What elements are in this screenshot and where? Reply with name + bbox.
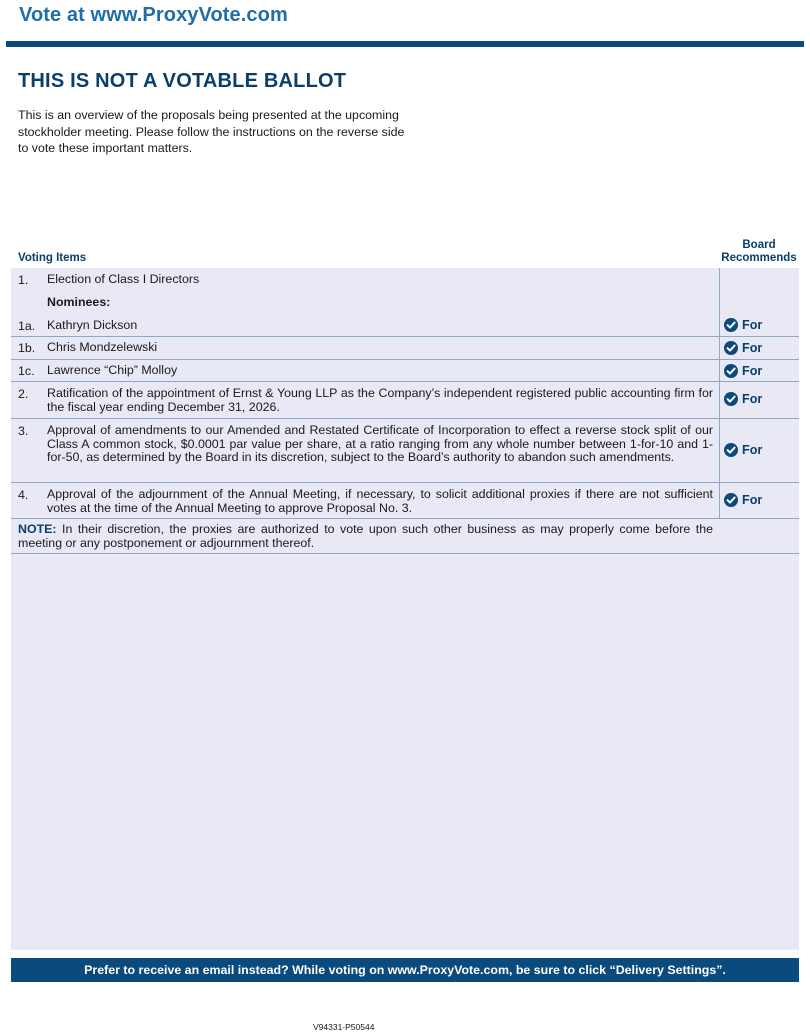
note-paragraph	[18, 523, 713, 550]
recommendation	[724, 493, 762, 507]
footer-banner	[11, 958, 799, 982]
nominee-name: Chris Mondzelewski	[47, 340, 158, 354]
recommendation-label: For	[742, 341, 763, 355]
column-header-board-recommends	[718, 239, 800, 265]
check-circle-icon	[724, 318, 738, 332]
recommendation-cell	[719, 337, 800, 359]
recommendation-label: For	[742, 318, 763, 332]
item-text: Approval of the adjournment of the Annual Meeting, if necessary, to solicit additional proxies if there are not sufficient votes at the time of the Annual Meeting to approve Proposal No. 3.	[47, 487, 713, 515]
table-row-1c	[11, 360, 799, 382]
item-number: 2.	[18, 387, 29, 401]
document-code: V94331-P50544	[313, 1022, 375, 1032]
item-number: 1.	[18, 273, 29, 287]
table-row-1	[11, 268, 799, 336]
recommendation	[724, 318, 762, 332]
item-number: 1c.	[18, 364, 35, 378]
board-label: Board	[742, 239, 776, 251]
check-circle-icon	[724, 392, 738, 406]
intro-paragraph: This is an overview of the proposals being presented at the upcoming stockholder meeting. Please follow the instructions on the reverse side to vote these important matters.	[18, 108, 405, 155]
recommendation-label: For	[742, 364, 763, 378]
recommends-label: Recommends	[721, 252, 797, 264]
item-text: Election of Class I Directors	[47, 272, 200, 286]
item-text: Approval of amendments to our Amended and Restated Certificate of Incorporation to effect a reverse stock split of our Class A common stock, $0.0001 par value per share, at a ratio ranging from any whole number between 1-for-10 and 1-for-50, as determined by the Board in its discretion, subject to the Board’s authority to abandon such amendments.	[47, 423, 713, 465]
item-text: Ratification of the appointment of Ernst & Young LLP as the Company’s independent registered public accounting firm for the fiscal year ending December 31, 2026.	[47, 386, 713, 414]
recommendation-cell	[719, 419, 800, 482]
table-row-3	[11, 419, 799, 482]
recommendation-cell	[719, 268, 800, 336]
item-number: 4.	[18, 488, 29, 502]
recommendation-label: For	[742, 392, 763, 406]
table-row-4	[11, 483, 799, 518]
check-circle-icon	[724, 443, 738, 457]
recommendation	[724, 364, 762, 378]
site-title: Vote at www.ProxyVote.com	[19, 4, 288, 26]
recommendation	[724, 443, 762, 457]
note-label: NOTE:	[18, 522, 57, 536]
nominee-name: Kathryn Dickson	[47, 318, 138, 332]
footer-text: Prefer to receive an email instead? While voting on www.ProxyVote.com, be sure to click “Delivery Settings”.	[84, 963, 726, 977]
recommendation-cell	[719, 382, 800, 418]
ballot-heading: THIS IS NOT A VOTABLE BALLOT	[18, 70, 347, 92]
recommendation-cell	[719, 360, 800, 382]
item-number: 1b.	[18, 341, 36, 355]
recommendation-label: For	[742, 493, 763, 507]
recommendation	[724, 341, 762, 355]
recommendation-label: For	[742, 443, 763, 457]
header-rule	[6, 41, 804, 47]
recommendation	[724, 392, 762, 406]
nominees-label: Nominees:	[47, 295, 111, 309]
row-divider	[11, 553, 799, 554]
item-number: 3.	[18, 424, 29, 438]
note-text: In their discretion, the proxies are authorized to vote upon such other business as may properly come before the meeting or any postponement or adjournment thereof.	[18, 522, 713, 550]
recommendation-cell	[719, 483, 800, 518]
check-circle-icon	[724, 341, 738, 355]
table-row-2	[11, 382, 799, 418]
row-divider	[11, 518, 799, 519]
item-number: 1a.	[18, 319, 36, 333]
nominee-name: Lawrence “Chip” Molloy	[47, 363, 178, 377]
column-header-voting-items: Voting Items	[18, 252, 87, 264]
table-row-1b	[11, 337, 799, 359]
check-circle-icon	[724, 364, 738, 378]
check-circle-icon	[724, 493, 738, 507]
